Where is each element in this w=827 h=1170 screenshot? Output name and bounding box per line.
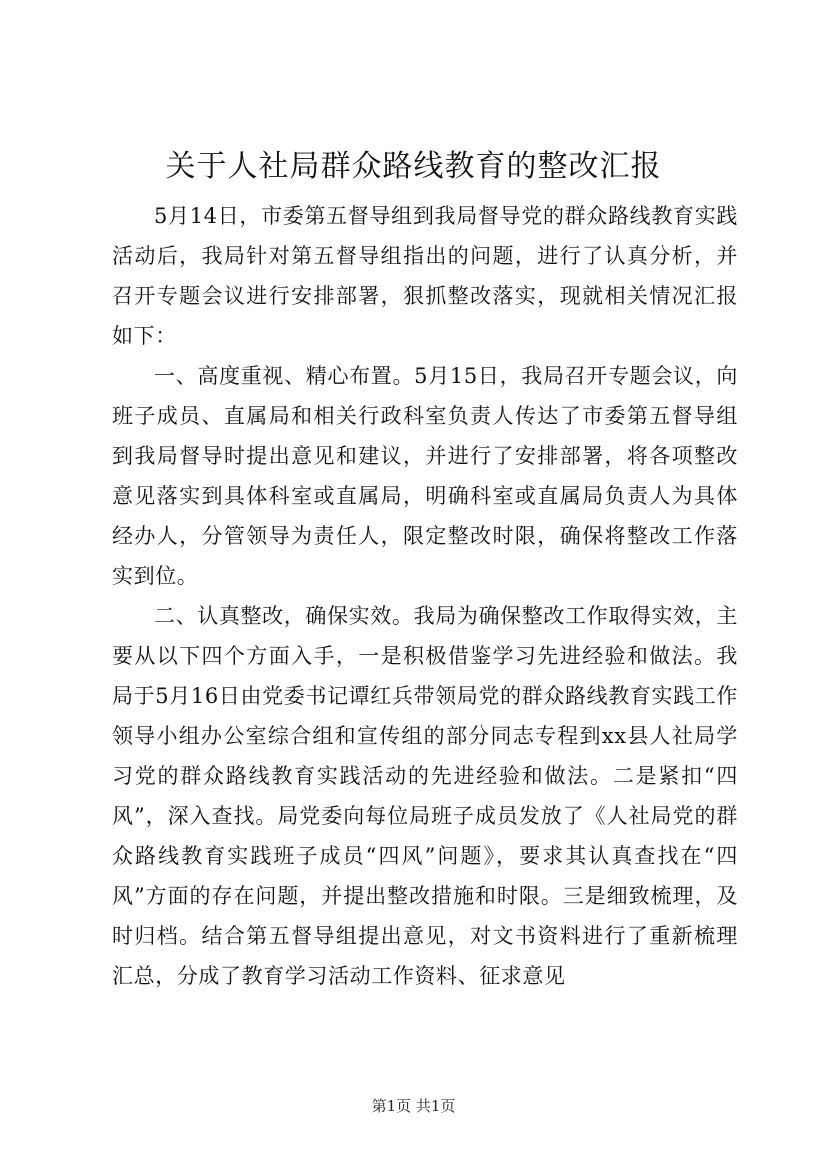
paragraph-intro: 5月14日，市委第五督导组到我局督导党的群众路线教育实践活动后，我局针对第五督导组指出的问题，进行了认真分析，并召开专题会议进行安排部署，狠抓整改落实，现就相关情况汇报如下： [112, 204, 738, 348]
page-footer: 第1页 共1页 [371, 1097, 456, 1115]
paragraph-section-two: 二、认真整改，确保实效。我局为确保整改工作取得实效，主要从以下四个方面入手，一是积极借鉴学习先进经验和做法。我局于5月16日由党委书记谭红兵带领局党的群众路线教育实践工作领导小组办公室综合组和宣传组的部分同志专程到xx县人社局学习党的群众路线教育实践活动的先进经验和做法。二是紧扣“四风”，深入查找。局党委向每位局班子成员发放了《人社局党的群众路线教育实践班子成员“四风”问题》，要求其认真查找在“四风”方面的存在问题，并提出整改措施和时限。三是细致梳理，及时归档。结合第五督导组提出意见，对文书资料进行了重新梳理汇总，分成了教育学习活动工作资料、征求意见 [112, 604, 738, 988]
paragraph-section-one: 一、高度重视、精心布置。5月15日，我局召开专题会议，向班子成员、直属局和相关行政科室负责人传达了市委第五督导组到我局督导时提出意见和建议，并进行了安排部署，将各项整改意见落实到具体科室或直属局，明确科室或直属局负责人为具体经办人，分管领导为责任人，限定整改时限，确保将整改工作落实到位。 [112, 364, 738, 588]
document-body [112, 196, 738, 996]
document-title: 关于人社局群众路线教育的整改汇报 [165, 149, 662, 184]
